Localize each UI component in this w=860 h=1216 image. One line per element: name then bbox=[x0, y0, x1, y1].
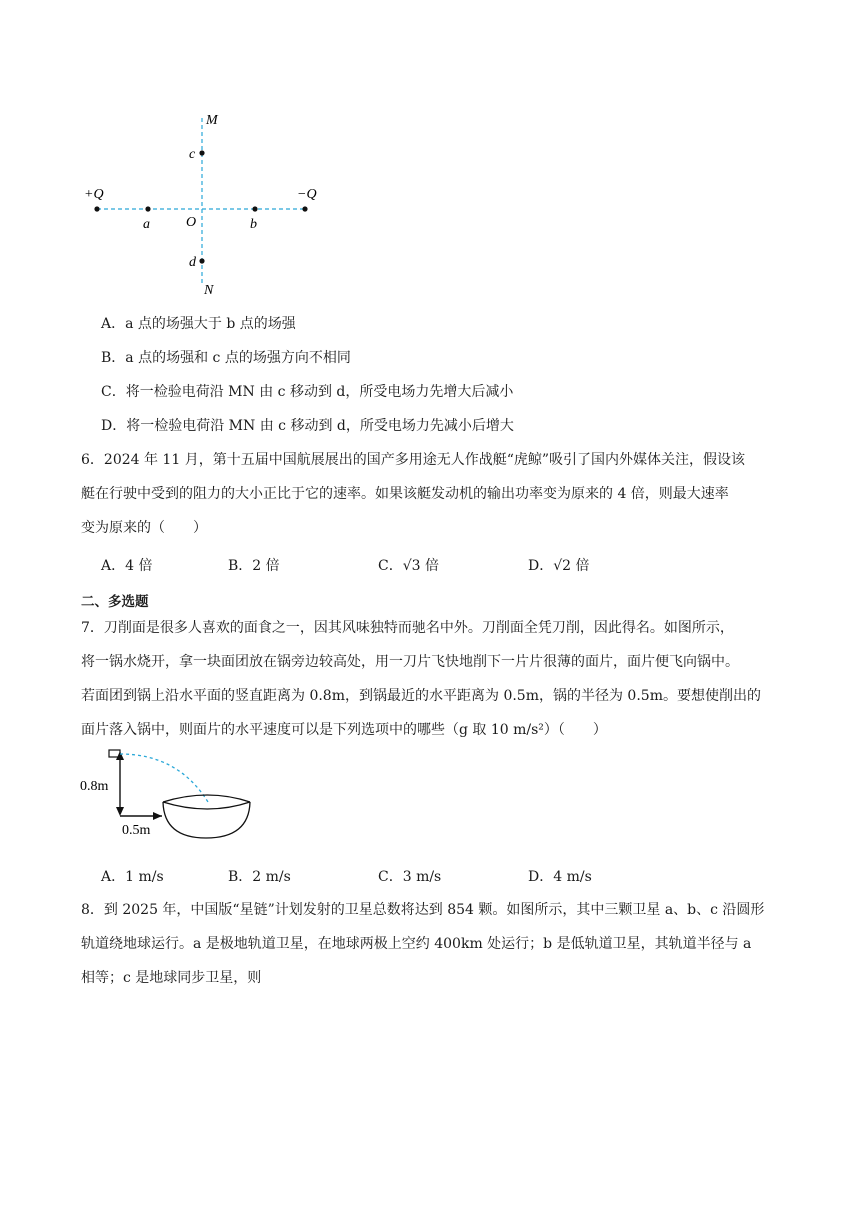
label-b: b bbox=[250, 217, 257, 232]
point-d bbox=[199, 258, 204, 263]
point-c bbox=[199, 150, 204, 155]
label-n: N bbox=[204, 283, 214, 298]
q5-option-a: A．a 点的场强大于 b 点的场强 bbox=[101, 316, 296, 332]
q7-option-b: B．2 m/s bbox=[228, 869, 291, 885]
q5-option-b: B．a 点的场强和 c 点的场强方向不相同 bbox=[101, 350, 351, 366]
q6-option-d: D．√2 倍 bbox=[528, 558, 590, 574]
label-m: M bbox=[206, 113, 218, 128]
label-d: d bbox=[189, 255, 196, 270]
label-plus-q: +Q bbox=[84, 187, 104, 202]
q7-option-d: D．4 m/s bbox=[528, 869, 592, 885]
q5-option-c: C．将一检验电荷沿 MN 由 c 移动到 d，所受电场力先增大后减小 bbox=[101, 384, 514, 400]
label-o: O bbox=[186, 215, 197, 230]
q7-option-c: C．3 m/s bbox=[378, 869, 442, 885]
point-a bbox=[145, 206, 150, 211]
width-label: 0.5m bbox=[122, 823, 151, 838]
noodle-trajectory bbox=[120, 754, 208, 802]
section-title-multiple-choice: 二、多选题 bbox=[81, 594, 149, 610]
pot-body bbox=[163, 802, 250, 838]
label-minus-q: −Q bbox=[297, 187, 317, 202]
pot-rim-front bbox=[163, 802, 250, 809]
q6-stem-line-3: 变为原来的（ ） bbox=[81, 520, 207, 536]
q7-stem-line-4: 面片落入锅中，则面片的水平速度可以是下列选项中的哪些（g 取 10 m/s²）（ ） bbox=[81, 722, 607, 738]
height-label: 0.8m bbox=[80, 779, 109, 794]
q7-stem-line-3: 若面团到锅上沿水平面的竖直距离为 0.8m，到锅最近的水平距离为 0.5m，锅的半径为 0.5m。要想使削出的 bbox=[81, 688, 761, 704]
width-arrow-head bbox=[153, 812, 162, 820]
plus-q-point bbox=[94, 206, 99, 211]
q6-option-a: A．4 倍 bbox=[101, 558, 153, 574]
q7-options bbox=[101, 867, 721, 887]
charge-diagram bbox=[80, 108, 330, 298]
minus-q-point bbox=[302, 206, 307, 211]
pot-rim-back bbox=[163, 795, 250, 802]
q6-options bbox=[101, 556, 721, 576]
q7-option-a: A．1 m/s bbox=[101, 869, 164, 885]
q6-option-b: B．2 倍 bbox=[228, 558, 280, 574]
q8-stem-line-3: 相等；c 是地球同步卫星，则 bbox=[81, 970, 262, 986]
q6-stem-line-1: 6．2024 年 11 月，第十五届中国航展展出的国产多用途无人作战艇“虎鲸”吸引了国内外媒体关注，假设该 bbox=[81, 452, 746, 468]
height-arrow-head-bottom bbox=[116, 807, 124, 816]
q5-option-d: D．将一检验电荷沿 MN 由 c 移动到 d，所受电场力先减小后增大 bbox=[101, 418, 514, 434]
label-a: a bbox=[143, 217, 150, 232]
point-b bbox=[252, 206, 257, 211]
q6-option-c: C．√3 倍 bbox=[378, 558, 439, 574]
q8-stem-line-1: 8．到 2025 年，中国版“星链”计划发射的卫星总数将达到 854 颗。如图所示，其中三颗卫星 a、b、c 沿圆形 bbox=[81, 902, 765, 918]
noodle-pot-diagram bbox=[78, 748, 268, 840]
label-c: c bbox=[189, 147, 196, 162]
q7-stem-line-2: 将一锅水烧开，拿一块面团放在锅旁边较高处，用一刀片飞快地削下一片片很薄的面片，面片便飞向锅中。 bbox=[81, 654, 739, 670]
q7-stem-line-1: 7．刀削面是很多人喜欢的面食之一，因其风味独特而驰名中外。刀削面全凭刀削，因此得名。如图所示， bbox=[81, 620, 734, 636]
q6-stem-line-2: 艇在行驶中受到的阻力的大小正比于它的速率。如果该艇发动机的输出功率变为原来的 4 倍，则最大速率 bbox=[81, 486, 729, 502]
height-arrow-head-top bbox=[116, 751, 124, 760]
q8-stem-line-2: 轨道绕地球运行。a 是极地轨道卫星，在地球两极上空约 400km 处运行；b 是低轨道卫星，其轨道半径与 a bbox=[81, 936, 752, 952]
